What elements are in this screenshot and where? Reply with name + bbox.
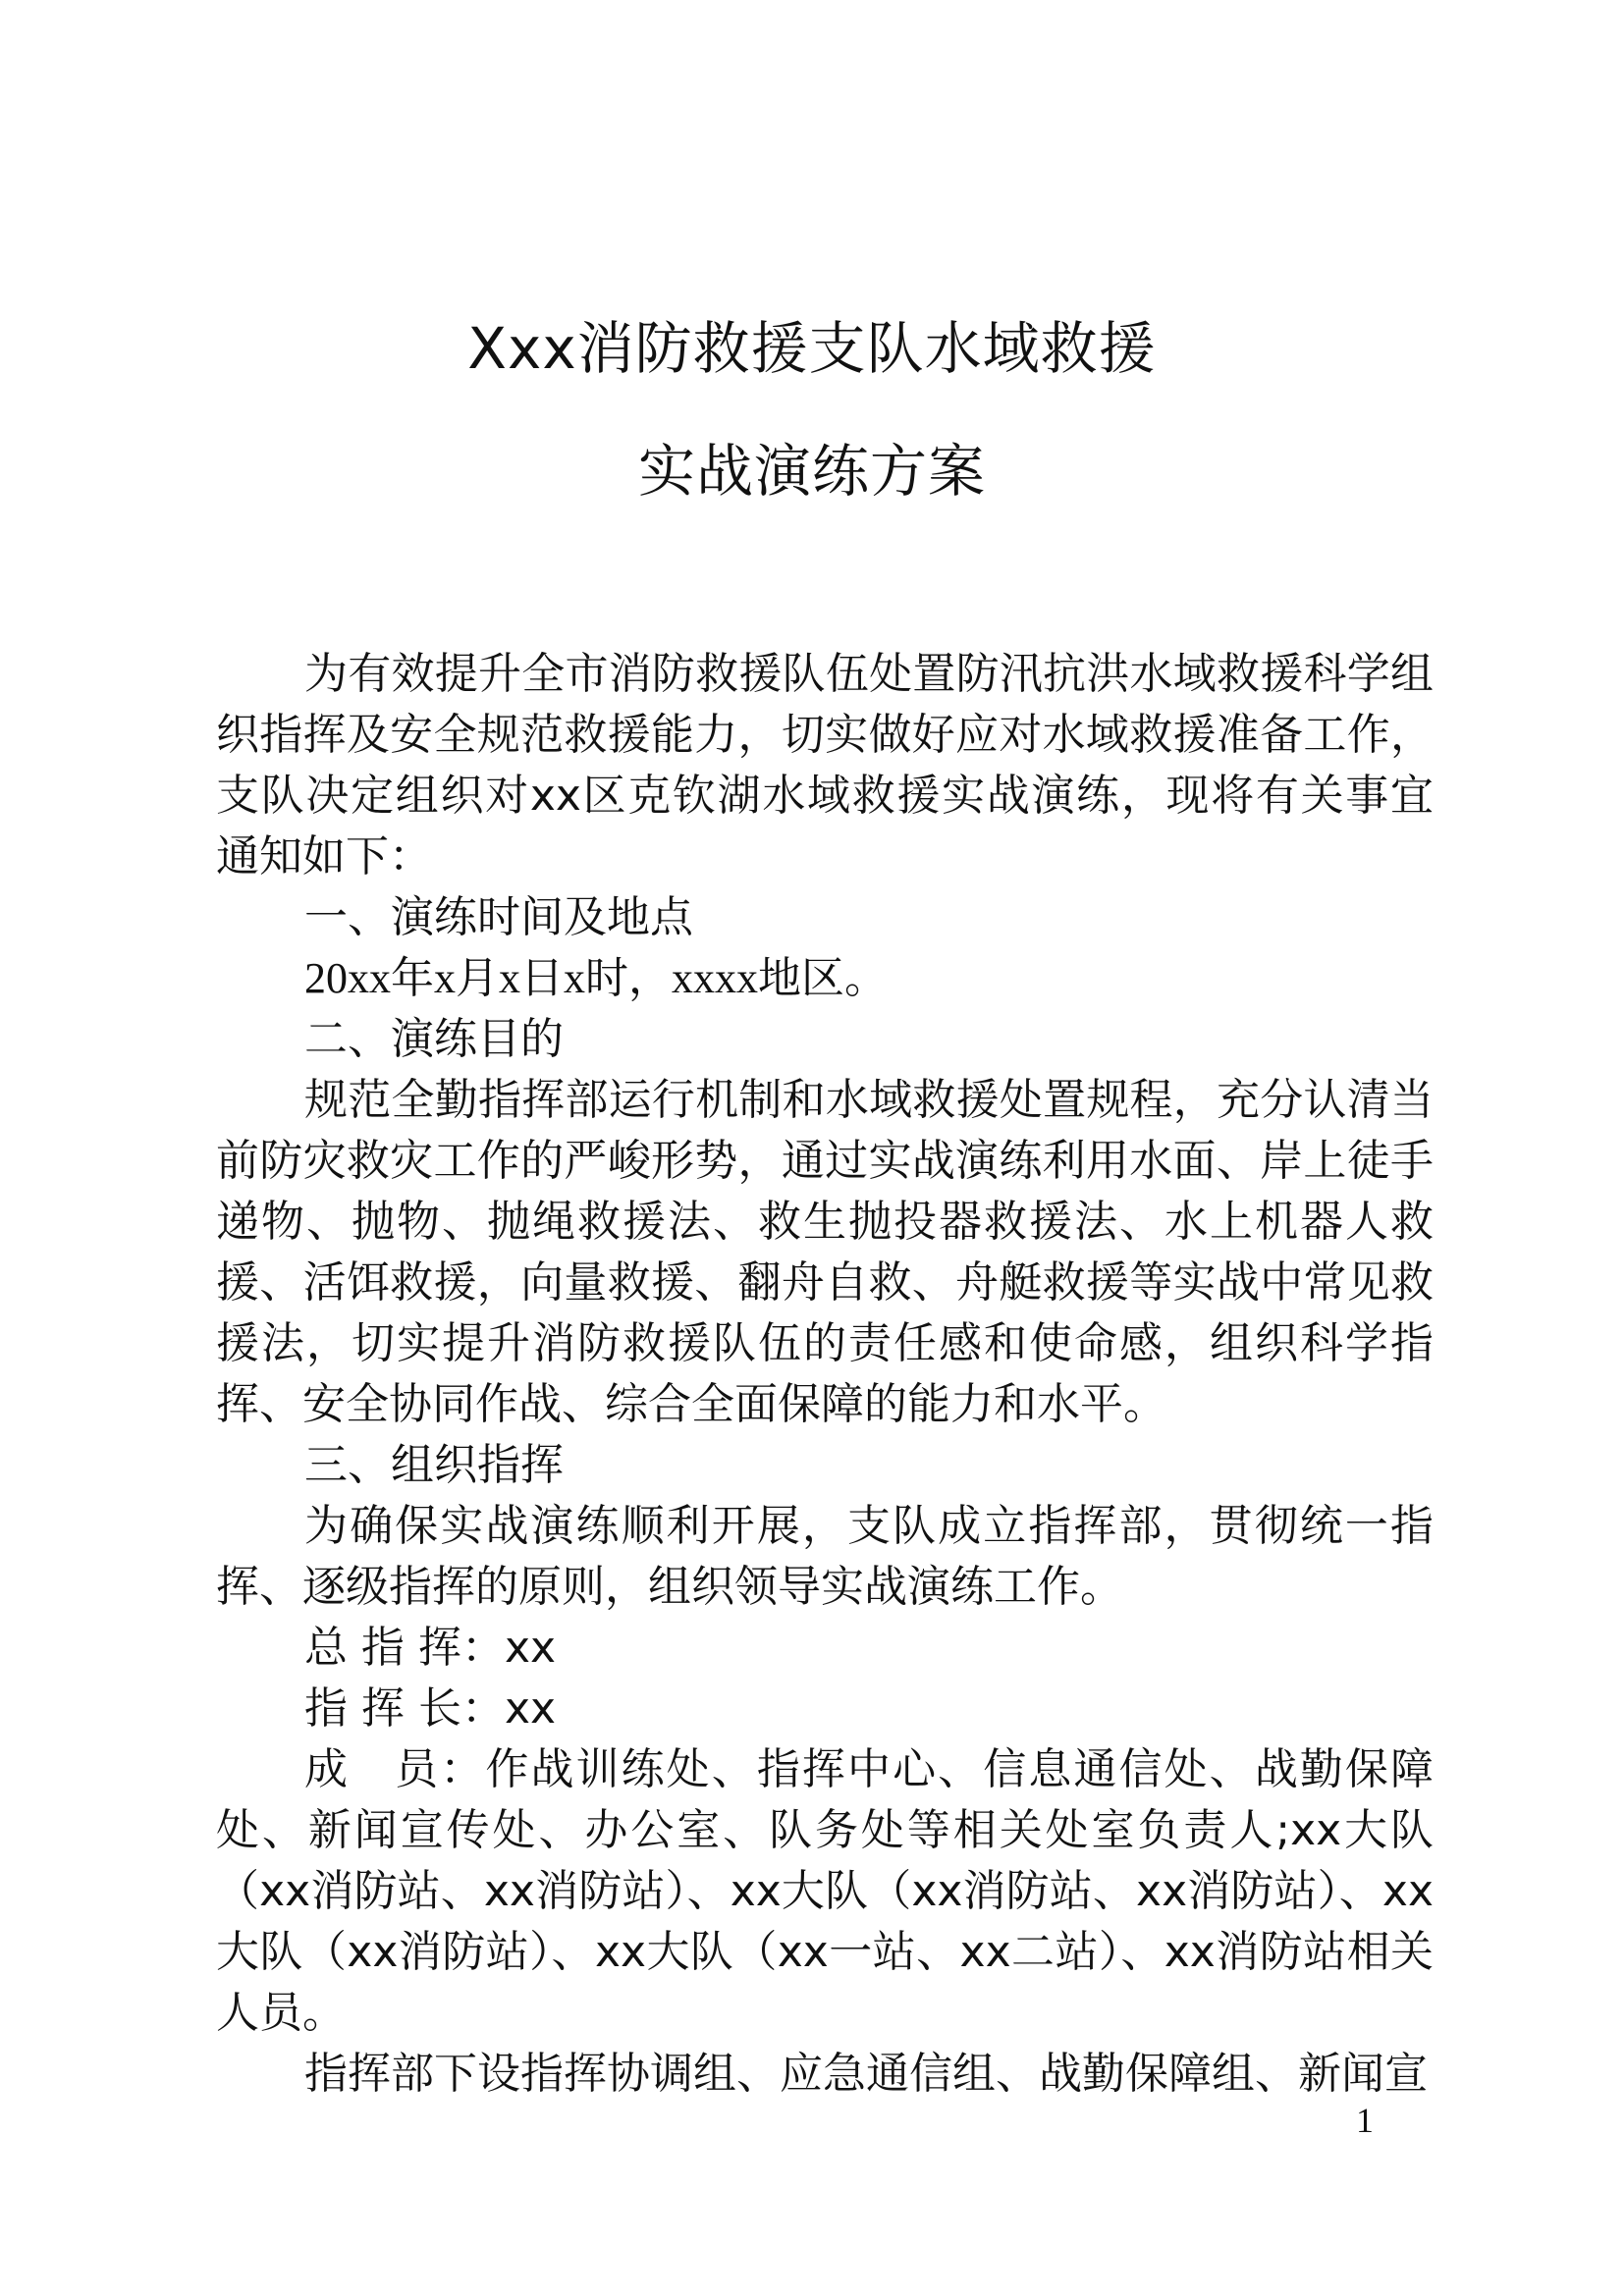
section-heading-2: 二、演练目的 bbox=[304, 1014, 564, 1064]
section-heading-1: 一、演练时间及地点 bbox=[304, 892, 693, 942]
command-paragraph: 为确保实战演练顺利开展，支队成立指挥部，贯彻统一指挥、逐级指挥的原则，组织领导实战演练工作。 bbox=[216, 1501, 1434, 1612]
page-number: 1 bbox=[1356, 2101, 1374, 2140]
members-paragraph: 成 员：作战训练处、指挥中心、信息通信处、战勤保障处、新闻宣传处、办公室、队务处等相关处室负责人;xx大队（xx消防站、xx消防站）、xx大队（xx消防站、xx消防站）、xx大队（xx消防站）、xx大队（xx一站、xx二站）、xx消防站相关人员。 bbox=[216, 1744, 1434, 2038]
subgroups-paragraph: 指挥部下设指挥协调组、应急通信组、战勤保障组、新闻宣 bbox=[304, 2049, 1428, 2099]
document-title-line-1: Xxx消防救援支队水域救援 bbox=[467, 315, 1157, 382]
section-heading-3: 三、组织指挥 bbox=[304, 1440, 564, 1490]
document-body bbox=[216, 644, 1434, 2105]
commander-line: 总 指 挥：xx bbox=[304, 1623, 557, 1673]
purpose-paragraph: 规范全勤指挥部运行机制和水域救援处置规程，充分认清当前防灾救灾工作的严峻形势，通过实战演练利用水面、岸上徒手递物、抛物、抛绳救援法、救生抛投器救援法、水上机器人救援、活饵救援，向量救援、翻舟自救、舟艇救援等实战中常见救援法，切实提升消防救援队伍的责任感和使命感，组织科学指挥、安全协同作战、综合全面保障的能力和水平。 bbox=[216, 1075, 1434, 1429]
intro-paragraph: 为有效提升全市消防救援队伍处置防汛抗洪水域救援科学组织指挥及安全规范救援能力，切实做好应对水域救援准备工作，支队决定组织对xx区克钦湖水域救援实战演练，现将有关事宜通知如下： bbox=[216, 649, 1434, 881]
document-title-line-2: 实战演练方案 bbox=[637, 438, 986, 505]
chief-commander-line: 指 挥 长：xx bbox=[304, 1683, 557, 1734]
time-location-paragraph: 20xx年x月x日x时，xxxx地区。 bbox=[304, 954, 888, 1002]
